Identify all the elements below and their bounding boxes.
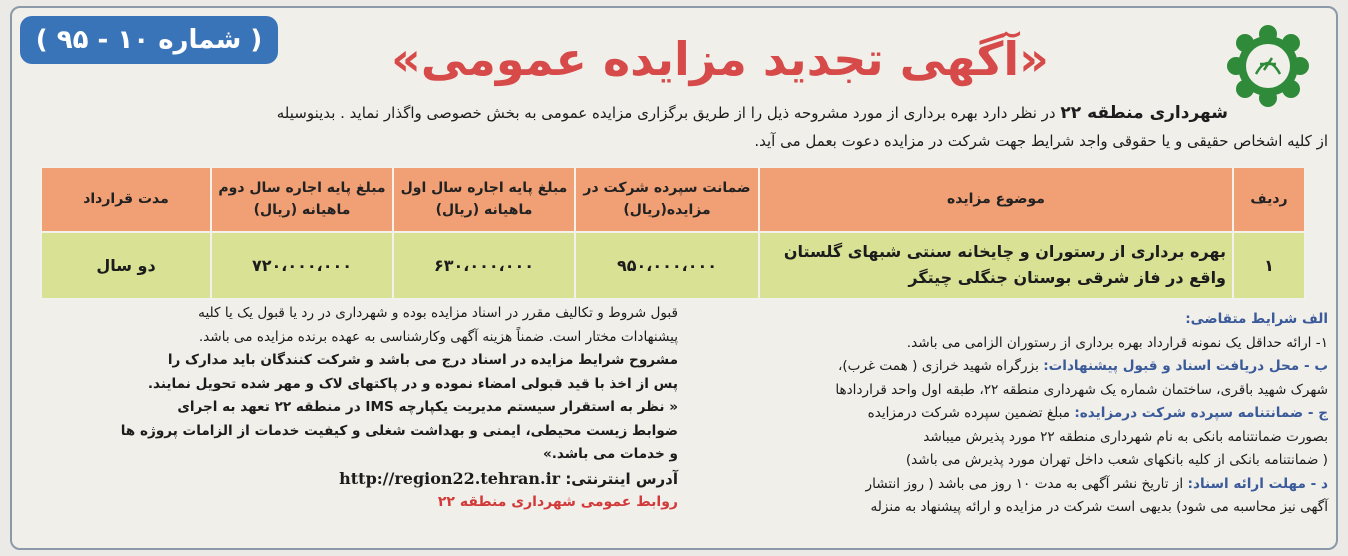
page-title: «آگهی تجدید مزایده عمومی» — [391, 32, 1049, 86]
table-header-row — [41, 167, 1305, 232]
section-a-item-1: ۱- ارائه حداقل یک نمونه قرارداد بهره برداری از رستوران الزامی می باشد. — [906, 334, 1328, 351]
cell-rent-year-1: ۶۳۰،۰۰۰،۰۰۰ — [393, 232, 575, 299]
left-line-5: « نظر به استقرار سیستم مدیریت یکپارچه IMS در منطقه ۲۲ تعهد به اجرای — [177, 399, 678, 415]
header-subject: موضوع مزایده — [759, 167, 1233, 232]
cell-duration: دو سال — [41, 232, 211, 299]
table-row — [41, 232, 1305, 299]
issue-number-badge: ( شماره ۱۰ - ۹۵ ) — [20, 16, 278, 64]
section-c-text-3: ( ضمانتنامه بانکی از کلیه بانکهای شعب داخل تهران مورد پذیرش می باشد) — [905, 452, 1328, 468]
left-line-3: مشروح شرایط مزایده در اسناد درج می باشد و شرکت کنندگان باید مدارک را — [167, 352, 678, 368]
section-c-title: ج - ضمانتنامه سپرده شرکت درمزایده: — [1074, 405, 1328, 421]
public-relations-signature: روابط عمومی شهرداری منطقه ۲۲ — [437, 494, 678, 510]
cell-deposit: ۹۵۰،۰۰۰،۰۰۰ — [575, 232, 759, 299]
left-line-1: قبول شروط و تکالیف مقرر در اسناد مزایده بوده و شهرداری در رد یا قبول یک یا کلیه — [198, 305, 678, 321]
section-d-title: د - مهلت ارائه اسناد: — [1187, 475, 1328, 492]
intro-line-1 — [128, 100, 1228, 126]
section-d-text-1: از تاریخ نشر آگهی به مدت ۱۰ روز می باشد ( روز انتشار — [865, 475, 1184, 492]
section-b-text-2: شهرک شهید باقری، ساختمان شماره یک شهرداری منطقه ۲۲، طبقه اول واحد قراردادها — [835, 381, 1328, 398]
section-d-text-2: آگهی نیز محاسبه می شود) بدیهی است شرکت در مزایده و ارائه پیشنهاد به منزله — [870, 499, 1328, 515]
intro-text-1: در نظر دارد بهره برداری از مورد مشروحه ذیل را از طریق برگزاری مزایده عمومی به بخش خصوصی واگذار نماید . بدینوسیله — [276, 104, 1056, 122]
cell-row-number: ۱ — [1233, 232, 1305, 299]
header-row-number: ردیف — [1233, 167, 1305, 232]
left-line-2: پیشنهادات مختار است. ضمناً هزینه آگهی وکارشناسی به عهده برنده مزایده می باشد. — [198, 328, 678, 345]
left-line-6: ضوابط زیست محیطی، ایمنی و بهداشت شغلی و کیفیت خدمات از الزامات پروژه ها — [120, 422, 678, 439]
section-b-title: ب - محل دریافت اسناد و قبول پیشنهادات: — [1043, 358, 1328, 374]
website-link[interactable]: http://region22.tehran.ir — [339, 468, 561, 488]
section-c-text-1: مبلغ تضمین سپرده شرکت درمزایده — [867, 405, 1070, 421]
section-d — [688, 473, 1328, 497]
header-duration: مدت قرارداد — [41, 167, 211, 232]
header-rent-year-2: مبلغ پایه اجاره سال دوم ماهیانه (ریال) — [211, 167, 393, 232]
left-line-7: و خدمات می باشد.» — [542, 446, 678, 462]
intro-text-2: از کلیه اشخاص حقیقی و یا حقوقی واجد شرایط جهت شرکت در مزایده دعوت بعمل می آید. — [754, 132, 1328, 150]
website-label: آدرس اینترنتی: — [565, 469, 678, 488]
header-deposit: ضمانت سپرده شرکت در مزایده(ریال) — [575, 167, 759, 232]
section-c — [688, 402, 1328, 426]
section-b-text-1: بزرگراه شهید خرازی ( همت غرب)، — [837, 358, 1039, 374]
conditions-left-column — [42, 302, 678, 515]
tehran-municipality-logo — [1226, 24, 1310, 108]
section-b — [688, 355, 1328, 379]
conditions-right-column — [688, 308, 1328, 520]
organization-name: شهرداری منطقه ۲۲ — [1060, 103, 1228, 123]
cell-rent-year-2: ۷۲۰،۰۰۰،۰۰۰ — [211, 232, 393, 299]
header-rent-year-1: مبلغ پایه اجاره سال اول ماهیانه (ریال) — [393, 167, 575, 232]
auction-table — [40, 166, 1306, 300]
cell-subject: بهره برداری از رستوران و چایخانه سنتی شبهای گلستان واقع در فاز شرقی بوستان جنگلی چیتگر — [759, 232, 1233, 299]
section-c-text-2: بصورت ضمانتنامه بانکی به نام شهرداری منطقه ۲۲ مورد پذیرش میباشد — [923, 428, 1328, 445]
website-line — [42, 467, 678, 492]
section-a-title: الف شرایط متقاضی: — [1185, 311, 1328, 327]
left-line-4: پس از اخذ با قید قبولی امضاء نموده و در پاکتهای لاک و مهر شده تحویل نمایند. — [147, 375, 678, 392]
